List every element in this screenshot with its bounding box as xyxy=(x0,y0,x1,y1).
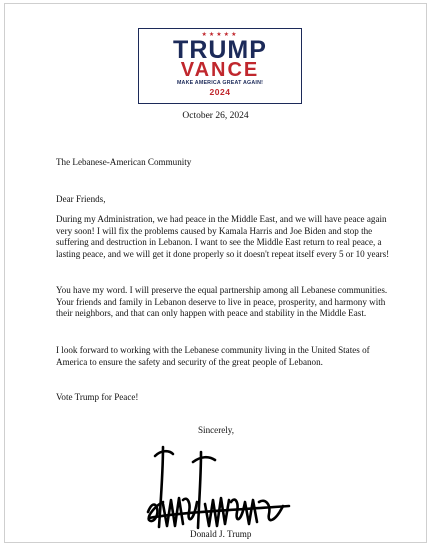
paragraph-2: You have my word. I will preserve the equal partnership among all Lebanese communities. Your friends and family in Lebanon deserve to live in peace, prosperity, and harmony with their neighbors, and that can only happen with peace and stability in the Middle East. xyxy=(56,285,388,318)
paragraph-3: I look forward to working with the Lebanese community living in the United States of America to ensure the safety and security of the great people of Lebanon. xyxy=(56,345,370,367)
addressee: The Lebanese-American Community xyxy=(56,157,192,167)
signature-image xyxy=(143,442,293,532)
closing: Sincerely, xyxy=(198,425,235,435)
campaign-logo xyxy=(138,28,302,104)
logo-slogan: MAKE AMERICA GREAT AGAIN! xyxy=(176,80,264,86)
paragraph-1: During my Administration, we had peace in the Middle East, and we will have peace again very soon! I will fix the problems caused by Kamala Harris and Joe Biden and stop the suffering and destruction in Lebanon. I want to see the Middle East return to real peace, a lasting peace, and we will get it done properly so it doesn't repeat itself every 5 or 10 years! xyxy=(56,214,390,259)
logo-line-trump: TRUMP xyxy=(173,36,267,64)
salutation: Dear Friends, xyxy=(56,194,106,204)
letter-page xyxy=(4,3,427,543)
stars-icon: ★★★★★ xyxy=(201,31,239,38)
logo-line-vance: VANCE xyxy=(180,59,260,81)
letter-date: October 26, 2024 xyxy=(182,111,249,121)
signer-name: Donald J. Trump xyxy=(190,529,252,539)
logo-year: 2024 xyxy=(209,87,231,97)
paragraph-4: Vote Trump for Peace! xyxy=(56,392,139,402)
